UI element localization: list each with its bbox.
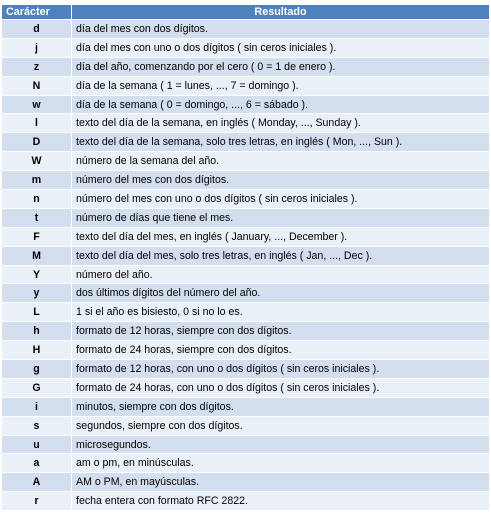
table-row: [2, 435, 490, 454]
format-character: W: [2, 152, 72, 171]
format-character: i: [2, 397, 72, 416]
table-row: [2, 227, 490, 246]
format-description: 1 si el año es bisiesto, 0 si no lo es.: [72, 303, 490, 322]
table-row: [2, 303, 490, 322]
format-description: texto del día de la semana, solo tres letras, en inglés ( Mon, ..., Sun ).: [72, 133, 490, 152]
table-row: [2, 38, 490, 57]
date-format-table: [1, 4, 490, 511]
format-description: día de la semana ( 1 = lunes, ..., 7 = domingo ).: [72, 76, 490, 95]
table-row: [2, 284, 490, 303]
format-character: L: [2, 303, 72, 322]
table-row: [2, 171, 490, 190]
table-row: [2, 322, 490, 341]
format-character: a: [2, 454, 72, 473]
format-character: n: [2, 190, 72, 209]
table-row: [2, 416, 490, 435]
format-description: minutos, siempre con dos dígitos.: [72, 397, 490, 416]
table-row: [2, 152, 490, 171]
format-character: h: [2, 322, 72, 341]
format-description: formato de 24 horas, con uno o dos dígitos ( sin ceros iniciales ).: [72, 378, 490, 397]
format-description: segundos, siempre con dos dígitos.: [72, 416, 490, 435]
table-row: [2, 473, 490, 492]
table-row: [2, 492, 490, 511]
format-description: texto del día del mes, en inglés ( January, ..., December ).: [72, 227, 490, 246]
format-description: número del mes con uno o dos dígitos ( sin ceros iniciales ).: [72, 190, 490, 209]
table-row: [2, 341, 490, 360]
format-description: número de la semana del año.: [72, 152, 490, 171]
format-character: s: [2, 416, 72, 435]
format-character: A: [2, 473, 72, 492]
table-row: [2, 246, 490, 265]
format-character: m: [2, 171, 72, 190]
format-description: día del mes con uno o dos dígitos ( sin ceros iniciales ).: [72, 38, 490, 57]
format-description: formato de 12 horas, con uno o dos dígitos ( sin ceros iniciales ).: [72, 360, 490, 379]
format-description: AM o PM, en mayúsculas.: [72, 473, 490, 492]
format-character: j: [2, 38, 72, 57]
table-row: [2, 208, 490, 227]
format-character: F: [2, 227, 72, 246]
format-description: texto del día de la semana, en inglés ( Monday, ..., Sunday ).: [72, 114, 490, 133]
format-character: N: [2, 76, 72, 95]
table-row: [2, 265, 490, 284]
format-character: r: [2, 492, 72, 511]
format-character: G: [2, 378, 72, 397]
format-description: día del mes con dos dígitos.: [72, 20, 490, 39]
format-description: día del año, comenzando por el cero ( 0 = 1 de enero ).: [72, 57, 490, 76]
format-character: l: [2, 114, 72, 133]
table-row: [2, 133, 490, 152]
format-description: texto del día del mes, solo tres letras, en inglés ( Jan, ..., Dec ).: [72, 246, 490, 265]
format-description: número de días que tiene el mes.: [72, 208, 490, 227]
format-character: y: [2, 284, 72, 303]
format-description: microsegundos.: [72, 435, 490, 454]
format-character: Y: [2, 265, 72, 284]
format-description: formato de 12 horas, siempre con dos dígitos.: [72, 322, 490, 341]
table-row: [2, 20, 490, 39]
table-row: [2, 76, 490, 95]
format-character: M: [2, 246, 72, 265]
format-description: día de la semana ( 0 = domingo, ..., 6 = sábado ).: [72, 95, 490, 114]
format-character: H: [2, 341, 72, 360]
table-row: [2, 378, 490, 397]
format-character: u: [2, 435, 72, 454]
format-character: D: [2, 133, 72, 152]
table-row: [2, 114, 490, 133]
format-description: número del mes con dos dígitos.: [72, 171, 490, 190]
table-row: [2, 95, 490, 114]
format-character: d: [2, 20, 72, 39]
format-character: g: [2, 360, 72, 379]
format-character: z: [2, 57, 72, 76]
format-description: dos últimos dígitos del número del año.: [72, 284, 490, 303]
format-description: formato de 24 horas, siempre con dos dígitos.: [72, 341, 490, 360]
header-result: Resultado: [72, 5, 490, 20]
table-row: [2, 397, 490, 416]
table-row: [2, 190, 490, 209]
format-character: w: [2, 95, 72, 114]
table-row: [2, 360, 490, 379]
table-row: [2, 57, 490, 76]
format-character: t: [2, 208, 72, 227]
format-description: am o pm, en minúsculas.: [72, 454, 490, 473]
header-character: Carácter: [2, 5, 72, 20]
format-description: fecha entera con formato RFC 2822.: [72, 492, 490, 511]
header-row: [2, 5, 490, 20]
table-row: [2, 454, 490, 473]
format-description: número del año.: [72, 265, 490, 284]
